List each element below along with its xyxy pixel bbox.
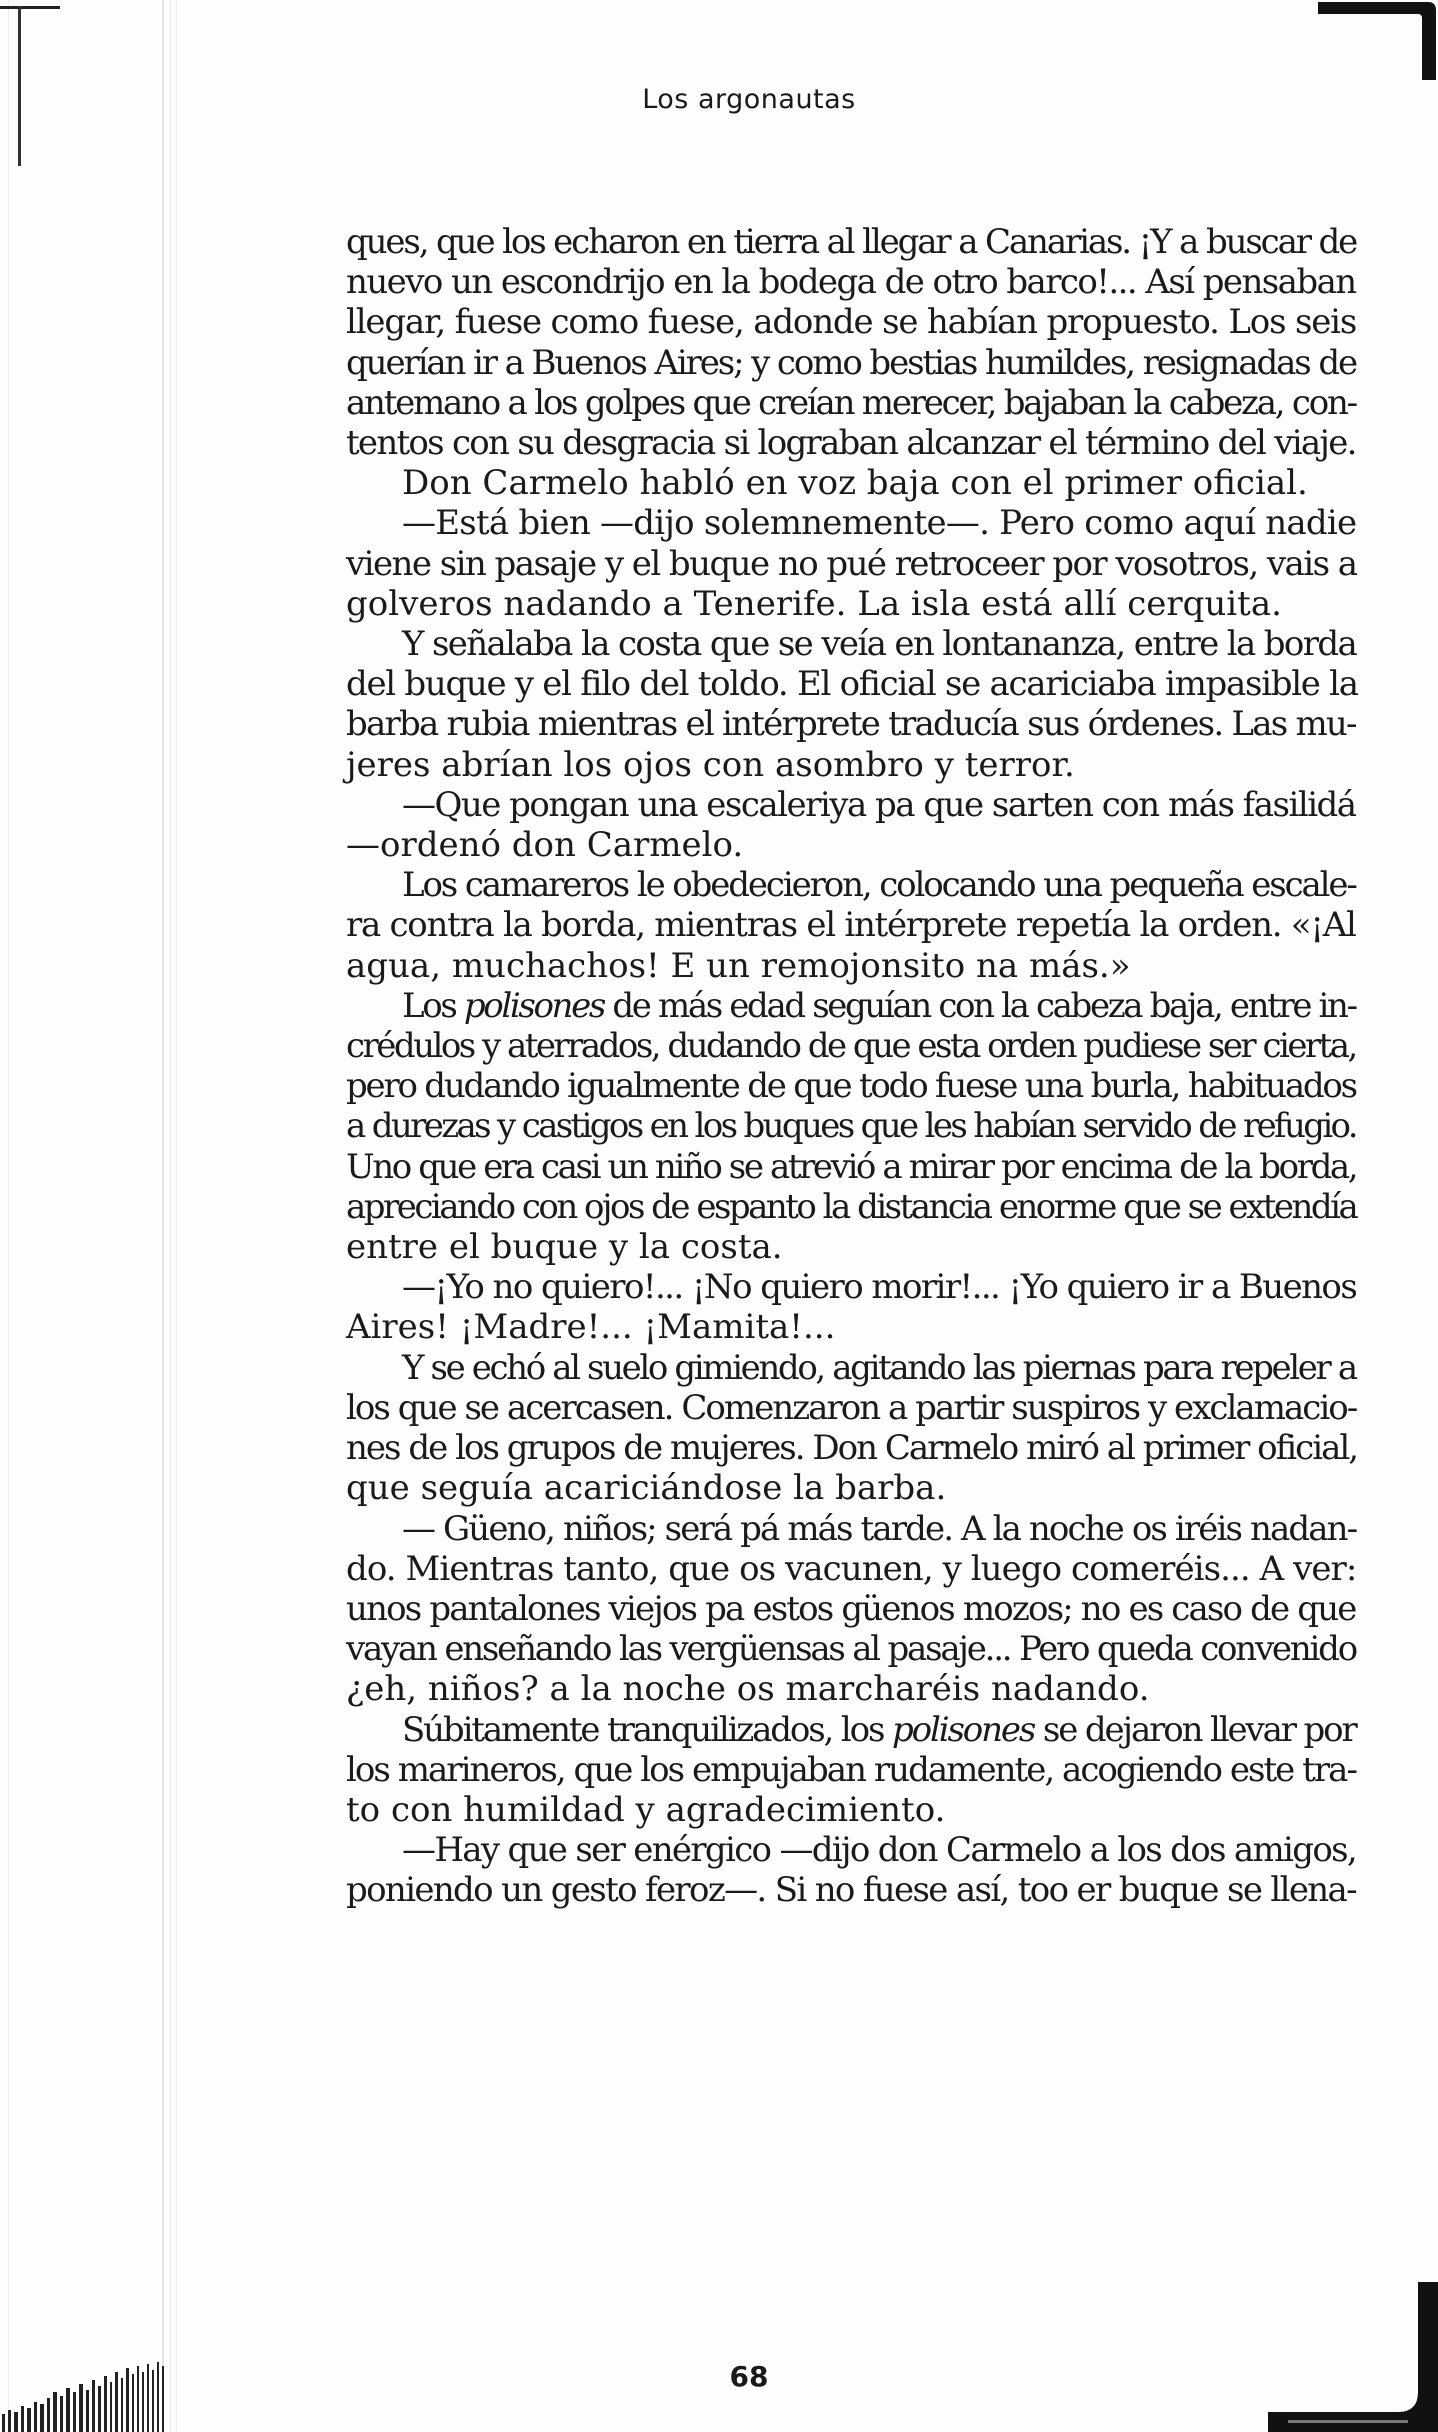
text-line: —ordenó don Carmelo. bbox=[346, 825, 744, 866]
text-line bbox=[346, 986, 1356, 1026]
text-line: —¡Yo no quiero!... ¡No quiero morir!... ¡Yo quiero ir a Buenos bbox=[402, 1267, 1357, 1308]
text-line: jeres abrían los ojos con asombro y terror. bbox=[346, 744, 1075, 785]
text-line: to con humildad y agradecimiento. bbox=[346, 1789, 946, 1830]
text-line: Uno que era casi un niño se atrevió a mirar por encima de la borda, bbox=[346, 1146, 1357, 1187]
text-line: vayan enseñando las vergüensas al pasaje... Pero queda convenido bbox=[346, 1629, 1356, 1670]
text-line: tentos con su desgracia si lograban alcanzar el término del viaje. bbox=[346, 423, 1356, 464]
text-line: querían ir a Buenos Aires; y como bestias humildes, resignadas de bbox=[346, 342, 1357, 383]
scan-corner-bottom-right bbox=[1268, 2282, 1438, 2432]
text-line: Y señalaba la costa que se veía en lontananza, entre la borda bbox=[402, 624, 1357, 665]
italic-text-run: polisones bbox=[463, 985, 604, 1026]
text-line: agua, muchachos! E un remojonsito na más.» bbox=[346, 945, 1131, 986]
text-line: — Güeno, niños; será pá más tarde. A la noche os iréis nadan- bbox=[402, 1508, 1357, 1549]
text-line: antemano a los golpes que creían merecer, bajaban la cabeza, con- bbox=[346, 382, 1356, 423]
text-line: Y se echó al suelo gimiendo, agitando las piernas para repeler a bbox=[402, 1347, 1356, 1388]
running-header: Los argonautas bbox=[642, 84, 856, 115]
text-line: barba rubia mientras el intérprete traducía sus órdenes. Las mu- bbox=[346, 704, 1356, 745]
text-line: que seguía acariciándose la barba. bbox=[346, 1468, 947, 1509]
text-line: ra contra la borda, mientras el intérprete repetía la orden. «¡Al bbox=[346, 905, 1356, 946]
text-line: apreciando con ojos de espanto la distancia enorme que se extendía bbox=[346, 1186, 1357, 1227]
text-line: a durezas y castigos en los buques que les habían servido de refugio. bbox=[346, 1106, 1356, 1147]
text-line: los marineros, que los empujaban rudamente, acogiendo este tra- bbox=[346, 1749, 1356, 1790]
text-line: —Está bien —dijo solemnemente—. Pero como aquí nadie bbox=[402, 503, 1357, 544]
text-line: pero dudando igualmente de que todo fuese una burla, habituados bbox=[346, 1066, 1356, 1107]
text-line: crédulos y aterrados, dudando de que esta orden pudiese ser cierta, bbox=[346, 1026, 1356, 1067]
text-line: ques, que los echaron en tierra al llegar a Canarias. ¡Y a buscar de bbox=[346, 222, 1357, 262]
text-line: —Que pongan una escaleriya pa que sarten con más fasilidá bbox=[402, 784, 1356, 825]
text-run: se dejaron llevar por bbox=[1034, 1709, 1356, 1750]
scan-binding-edge bbox=[0, 0, 200, 2432]
text-line: poniendo un gesto feroz—. Si no fuese así, too er buque se llena- bbox=[346, 1870, 1356, 1911]
text-run: Los bbox=[402, 985, 464, 1026]
body-text bbox=[346, 222, 1356, 1911]
text-line: llegar, fuese como fuese, adonde se habían propuesto. Los seis bbox=[346, 302, 1357, 343]
text-line: unos pantalones viejos pa estos güenos mozos; no es caso de que bbox=[346, 1588, 1356, 1629]
text-run: Súbitamente tranquilizados, los bbox=[402, 1709, 892, 1750]
text-line: los que se acercasen. Comenzaron a partir suspiros y exclamacio- bbox=[346, 1387, 1357, 1428]
text-line: Los camareros le obedecieron, colocando una pequeña escale- bbox=[402, 865, 1356, 906]
text-line: Aires! ¡Madre!... ¡Mamita!... bbox=[346, 1307, 836, 1348]
text-line bbox=[346, 1710, 1356, 1750]
text-line: del buque y el filo del toldo. El oficial se acariciaba impasible la bbox=[346, 664, 1358, 705]
page-number: 68 bbox=[729, 2360, 769, 2393]
italic-text-run: polisones bbox=[892, 1709, 1035, 1750]
text-line: nes de los grupos de mujeres. Don Carmelo miró al primer oficial, bbox=[346, 1428, 1358, 1469]
text-line: ¿eh, niños? a la noche os marcharéis nadando. bbox=[346, 1669, 1150, 1710]
text-line: nuevo un escondrijo en la bodega de otro barco!... Así pensaban bbox=[346, 262, 1356, 303]
text-line: entre el buque y la costa. bbox=[346, 1227, 783, 1268]
text-line: do. Mientras tanto, que os vacunen, y luego comeréis... A ver: bbox=[346, 1548, 1357, 1589]
text-line: golveros nadando a Tenerife. La isla está allí cerquita. bbox=[346, 583, 1282, 624]
scan-corner-top-left bbox=[0, 0, 70, 60]
text-line: —Hay que ser enérgico —dijo don Carmelo a los dos amigos, bbox=[402, 1830, 1356, 1871]
text-run: de más edad seguían con la cabeza baja, entre in- bbox=[603, 985, 1356, 1026]
text-line: viene sin pasaje y el buque no pué retroceer por vosotros, vais a bbox=[346, 543, 1357, 584]
text-line: Don Carmelo habló en voz baja con el primer oficial. bbox=[402, 463, 1308, 504]
scan-corner-top-right bbox=[1318, 0, 1438, 80]
